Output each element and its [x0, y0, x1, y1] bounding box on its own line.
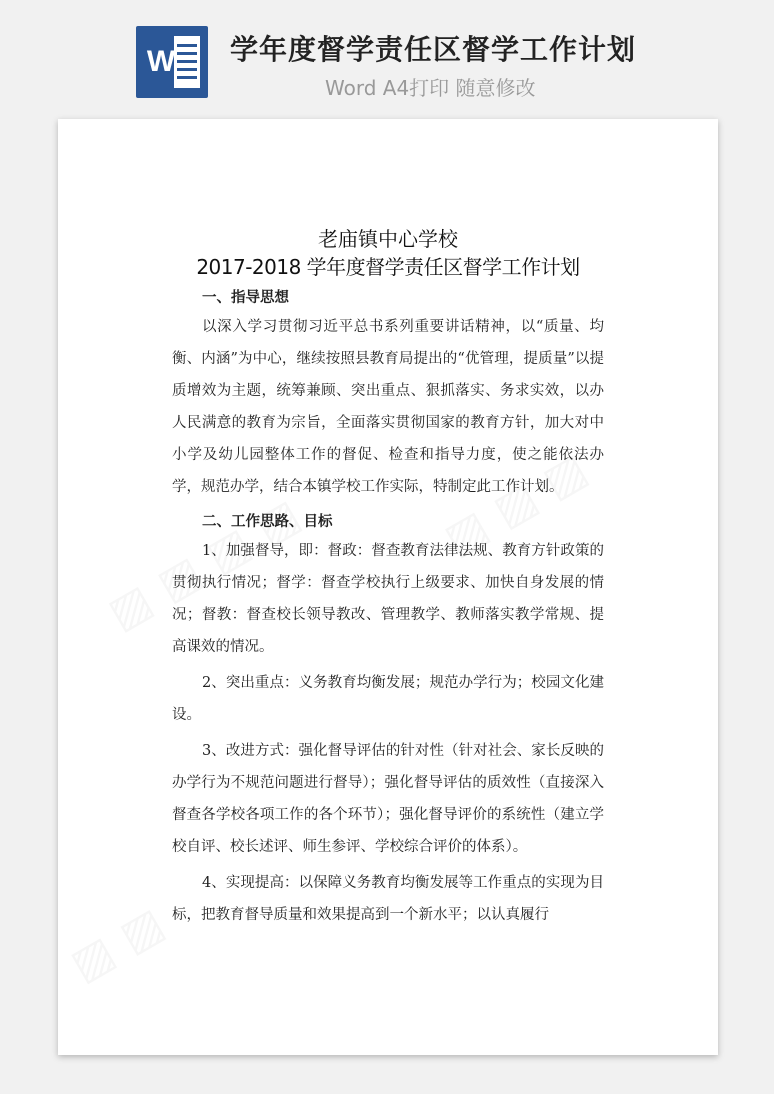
banner-subtitle: Word A4打印 随意修改 — [325, 76, 536, 100]
document-title: 2017-2018 学年度督学责任区督学工作计划 — [196, 255, 580, 279]
document-content — [172, 225, 604, 931]
paragraph: 4、实现提高：以保障义务教育均衡发展等工作重点的实现为目标，把教育督导质量和效果提高到一个新水平；以认真履行 — [172, 875, 604, 923]
watermark — [62, 898, 173, 991]
paragraph: 以深入学习贯彻习近平总书系列重要讲话精神，以“质量、均衡、内涵”为中心，继续按照县教育局提出的“优管理，提质量”以提质增效为主题，统筹兼顾、突出重点、狠抓落实、务求实效，以办人民满意的教育为宗旨，全面落实贯彻国家的教育方针，加大对中小学及幼儿园整体工作的督促、检查和指导力度，使之能依法办学，规范办学，结合本镇学校工作实际，特制定此工作计划。 — [172, 319, 604, 495]
paragraph: 1、加强督导，即：督政：督查教育法律法规、教育方针政策的贯彻执行情况；督学：督查学校执行上级要求、加快自身发展的情况；督教：督查校长领导教改、管理教学、教师落实教学常规、提高课效的情况。 — [172, 543, 604, 655]
section-work-ideas-goals — [172, 509, 604, 931]
section-heading: 一、指导思想 — [202, 289, 289, 306]
template-banner — [0, 0, 774, 118]
document-page — [58, 119, 718, 1055]
word-icon-letter: W — [146, 45, 176, 78]
paragraph: 2、突出重点：义务教育均衡发展；规范办学行为；校园文化建设。 — [172, 675, 604, 723]
school-name: 老庙镇中心学校 — [318, 227, 458, 251]
banner-title: 学年度督学责任区督学工作计划 — [230, 33, 637, 66]
section-guiding-ideology — [172, 285, 604, 503]
paragraph: 3、改进方式：强化督导评估的针对性（针对社会、家长反映的办学行为不规范问题进行督导）；强化督导评估的质效性（直接深入督查各学校各项工作的各个环节）；强化督导评价的系统性（建立学校自评、校长述评、师生参评、学校综合评价的体系）。 — [172, 743, 604, 855]
word-app-icon — [136, 26, 208, 98]
section-heading: 二、工作思路、目标 — [202, 513, 333, 530]
